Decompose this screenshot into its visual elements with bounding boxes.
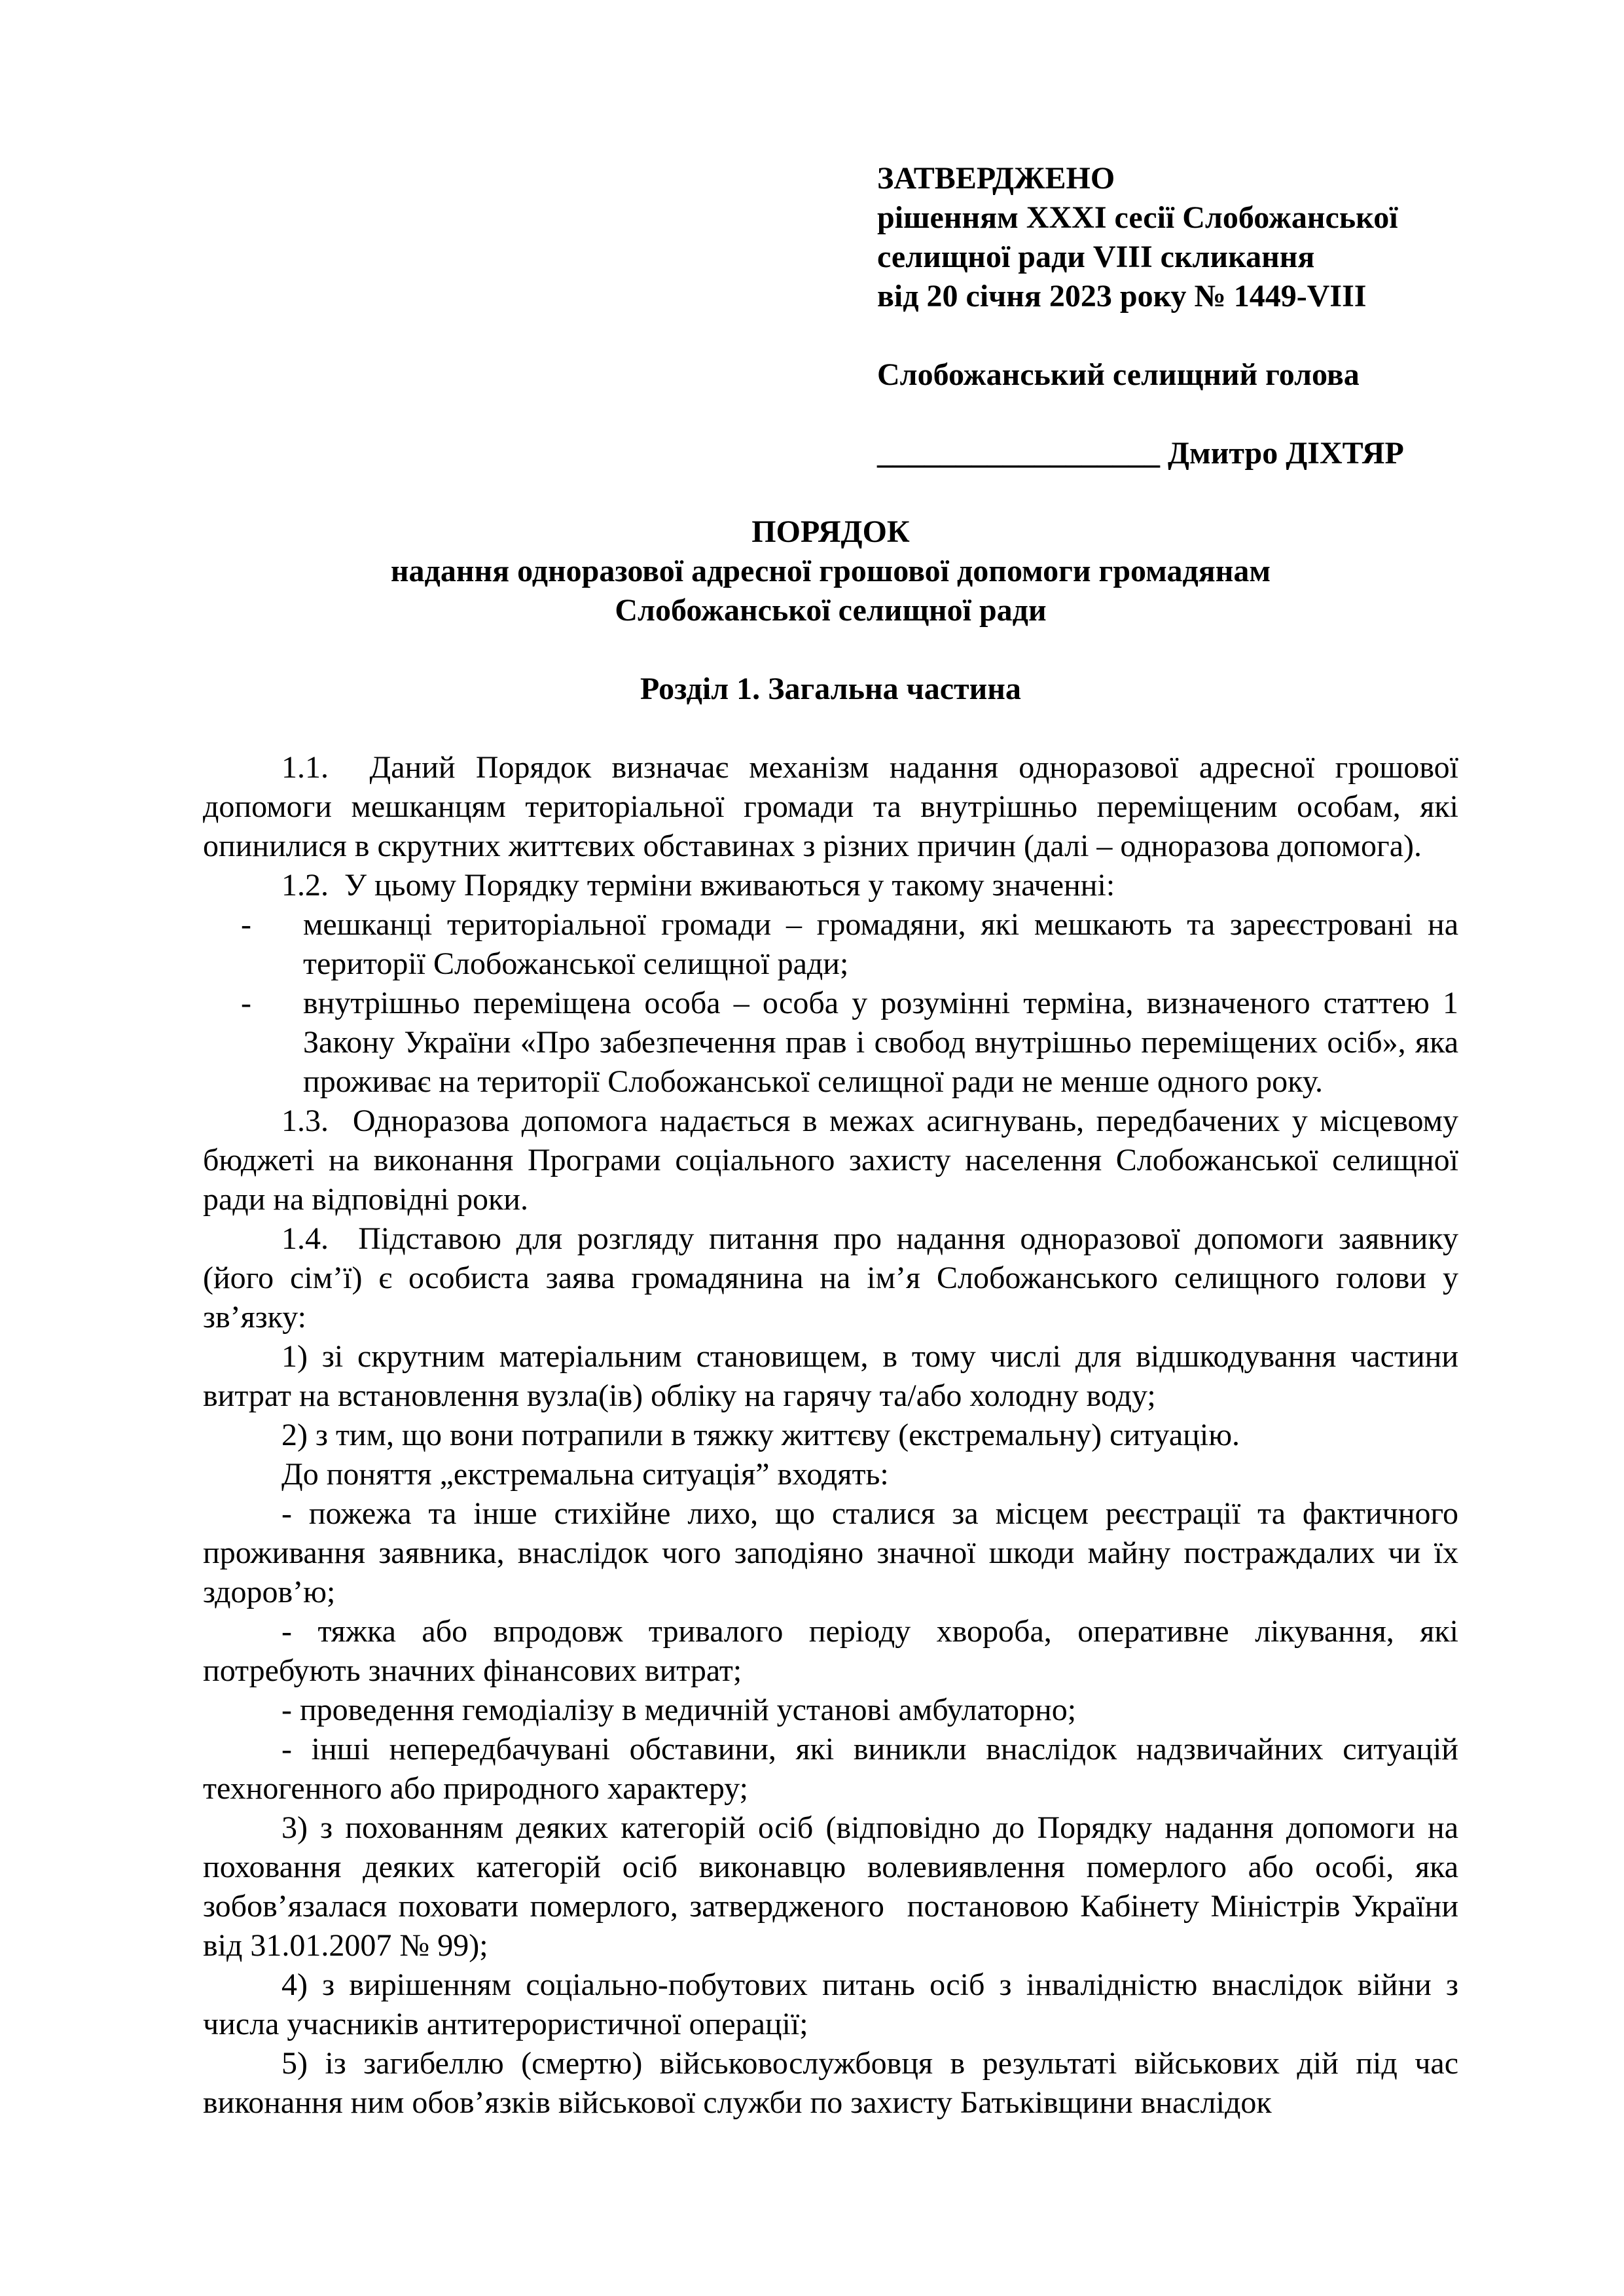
paragraph: - інші непередбачувані обставини, які виникли внаслідок надзвичайних ситуацій техногенного або природного характеру; bbox=[203, 1732, 1458, 1806]
paragraph: - проведення гемодіалізу в медичній установі амбулаторно; bbox=[281, 1693, 1077, 1727]
document-title bbox=[203, 512, 1458, 630]
paragraph: 1.3. Одноразова допомога надається в межах асигнувань, передбачених у місцевому бюджеті на виконання Програми соціального захисту населення Слобожанської селищної ради на відповідні роки. bbox=[203, 1103, 1458, 1217]
section-heading: Розділ 1. Загальна частина bbox=[640, 672, 1021, 706]
list-dash-marker: - bbox=[241, 986, 251, 1020]
approval-line: від 20 січня 2023 року № 1449-VIII bbox=[877, 279, 1367, 314]
approval-lines bbox=[877, 159, 1458, 316]
paragraph: - внутрішньо переміщена особа – особа у розумінні терміна, визначеного статтею 1 Закону України «Про забезпечення прав і свобод внутрішньо переміщених осіб», яка проживає на території Слобожанської селищної ради не менше одного року. bbox=[203, 984, 1458, 1102]
approval-block bbox=[877, 159, 1458, 473]
paragraph: - мешканці територіальної громади – громадяни, які мешкають та зареєстровані на території Слобожанської селищної ради; bbox=[203, 905, 1458, 984]
signature-line: __________________ Дмитро ДІХТЯР bbox=[877, 436, 1404, 471]
paragraph: 1.1. Даний Порядок визначає механізм надання одноразової адресної грошової допомоги мешканцям територіальної громади та внутрішньо переміщеним особам, які опинилися в скрутних життєвих обставинах з різних причин (далі – одноразова допомога). bbox=[203, 750, 1458, 863]
approval-line: ЗАТВЕРДЖЕНО bbox=[877, 161, 1115, 196]
paragraph: 4) з вирішенням соціально-побутових питань осіб з інвалідністю внаслідок війни з числа учасників антитерористичної операції; bbox=[203, 1967, 1458, 2041]
approval-line: селищної ради VIII скликання bbox=[877, 240, 1315, 274]
paragraph: - тяжка або впродовж тривалого періоду хвороба, оперативне лікування, які потребують значних фінансових витрат; bbox=[203, 1614, 1458, 1688]
paragraph: 1.4. Підставою для розгляду питання про надання одноразової допомоги заявнику (його сім’ї) є особиста заява громадянина на ім’я Слобожанського селищного голови у зв’язку: bbox=[203, 1221, 1458, 1335]
list-dash-marker: - bbox=[241, 907, 251, 942]
title-line-2: надання одноразової адресної грошової допомоги громадянам bbox=[390, 554, 1271, 588]
paragraph: До поняття „екстремальна ситуація” входять: bbox=[281, 1457, 889, 1492]
paragraph: 1.2. У цьому Порядку терміни вживаються у такому значенні: bbox=[281, 868, 1115, 903]
approval-line: рішенням XXXI сесії Слобожанської bbox=[877, 200, 1398, 235]
paragraph: 5) із загибеллю (смертю) військовослужбовця в результаті військових дій під час виконання ним обов’язків військової служби по захисту Батьківщини внаслідок bbox=[203, 2046, 1458, 2120]
official-title: Слобожанський селищний голова bbox=[877, 357, 1360, 392]
document-body bbox=[203, 748, 1458, 2123]
paragraph: 2) з тим, що вони потрапили в тяжку життєву (екстремальну) ситуацію. bbox=[281, 1418, 1240, 1452]
title-line-3: Слобожанської селищної ради bbox=[615, 593, 1047, 628]
paragraph: 3) з похованням деяких категорій осіб (відповідно до Порядку надання допомоги на поховання деяких категорій осіб виконавцю волевиявлення померлого або особі, яка зобов’язалася поховати померлого, затвердженого постановою Кабінету Міністрів України від 31.01.2007 № 99); bbox=[203, 1810, 1458, 1963]
title-line-1: ПОРЯДОК bbox=[751, 514, 910, 549]
paragraph: 1) зі скрутним матеріальним становищем, в тому числі для відшкодування частини витрат на встановлення вузла(ів) обліку на гарячу та/або холодну воду; bbox=[203, 1339, 1458, 1413]
paragraph: - пожежа та інше стихійне лихо, що сталися за місцем реєстрації та фактичного проживання заявника, внаслідок чого заподіяно значної шкоди майну постраждалих чи їх здоров’ю; bbox=[203, 1496, 1458, 1609]
